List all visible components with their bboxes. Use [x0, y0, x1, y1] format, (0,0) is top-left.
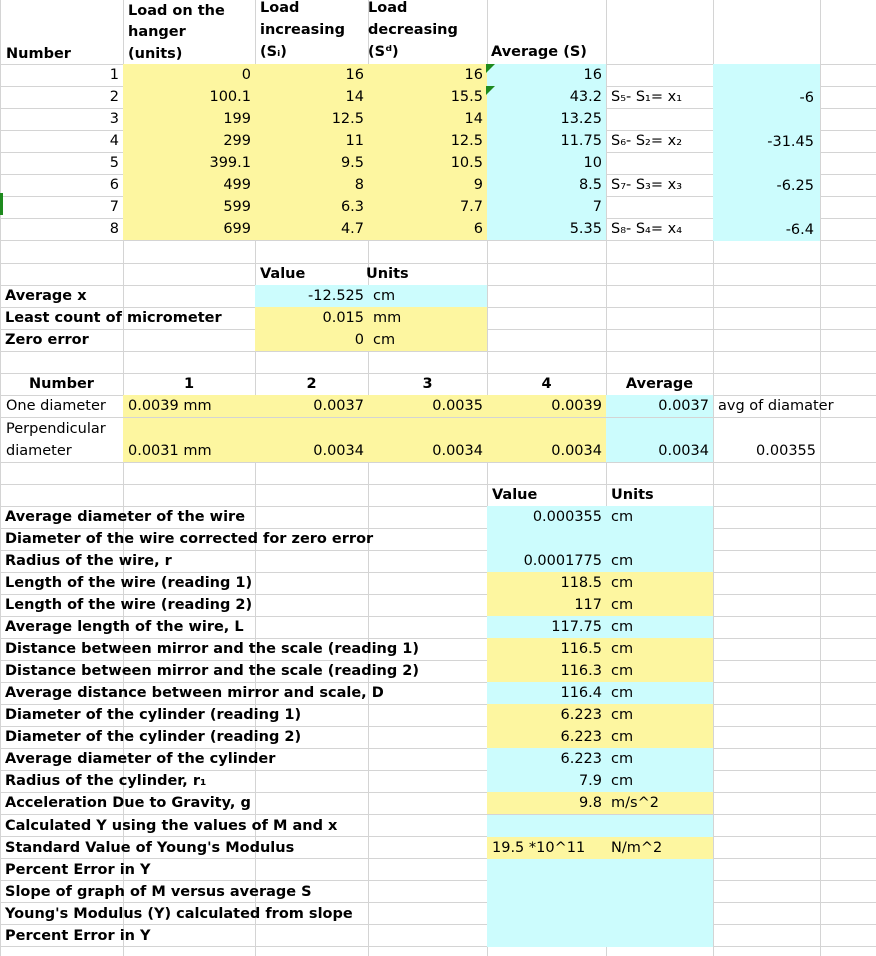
parameter-unit-cell[interactable]: cm	[368, 285, 487, 307]
row-number-cell[interactable]: 3	[109, 111, 119, 127]
difference-label-cell[interactable]: S₇- S₃= x₃	[611, 177, 683, 193]
load-cell[interactable]: 299	[123, 130, 255, 152]
average-s-cell[interactable]: 43.2	[487, 86, 606, 108]
difference-value-fill[interactable]	[713, 152, 820, 174]
quantity-value-cell[interactable]: 118.5	[487, 572, 606, 594]
row-number-cell[interactable]: 1	[109, 67, 119, 83]
average-s-cell[interactable]: 7	[487, 196, 606, 218]
average-s-cell[interactable]: 10	[487, 152, 606, 174]
parameter-value-cell[interactable]: -12.525	[255, 285, 368, 307]
perpendicular-diameter-label	[0, 418, 123, 462]
header-value: Value	[260, 266, 306, 282]
diameter-reading-2[interactable]: 0.0037	[255, 395, 368, 417]
quantity-unit-cell[interactable]: cm	[606, 770, 713, 792]
comment-flag-icon	[486, 64, 495, 73]
quantity-label-cell[interactable]: Average diameter of the wire	[5, 509, 246, 525]
difference-value-cell[interactable]: -6.25	[713, 175, 820, 197]
header-value-2[interactable]: Value	[492, 487, 538, 503]
perp-average[interactable]: 0.0034	[606, 418, 713, 462]
difference-label-cell[interactable]: S₅- S₁= x₁	[611, 89, 683, 105]
quantity-unit-cell[interactable]: cm	[606, 550, 713, 572]
header-load-line1: Load on the	[128, 3, 225, 19]
difference-value-fill[interactable]	[713, 64, 820, 86]
difference-value-fill[interactable]	[713, 196, 820, 218]
load-cell[interactable]: 599	[123, 196, 255, 218]
header-col-4[interactable]: 4	[541, 376, 552, 392]
perpendicular-label-line2: diameter	[6, 443, 72, 459]
quantity-unit-cell[interactable]: m/s^2	[606, 792, 713, 814]
header-units-2[interactable]: Units	[611, 487, 654, 503]
diameter-reading-1[interactable]: 0.0039 mm	[123, 395, 255, 417]
load-decreasing-cell[interactable]: 9	[368, 174, 487, 196]
grid-row-line	[0, 484, 876, 485]
quantity-value-cell[interactable]: 6.223	[487, 704, 606, 726]
parameter-value-cell[interactable]: 0	[255, 329, 368, 351]
load-increasing-cell[interactable]: 6.3	[255, 196, 368, 218]
header-average[interactable]: Average	[625, 376, 694, 392]
quantity-label-cell[interactable]: Average distance between mirror and scale, D	[5, 685, 384, 701]
load-cell[interactable]: 199	[123, 108, 255, 130]
load-increasing-cell[interactable]: 8	[255, 174, 368, 196]
header-col-1[interactable]: 1	[183, 376, 195, 392]
difference-label-cell[interactable]: S₈- S₄= x₄	[611, 221, 683, 237]
quantity-value-cell[interactable]: 7.9	[487, 770, 606, 792]
parameter-label-cell[interactable]: Zero error	[5, 332, 89, 348]
quantity-label-cell[interactable]: Length of the wire (reading 1)	[5, 575, 253, 591]
load-decreasing-cell[interactable]: 6	[368, 218, 487, 240]
load-cell[interactable]: 100.1	[123, 86, 255, 108]
quantity-value-cell[interactable]	[487, 903, 606, 925]
load-decreasing-cell[interactable]: 12.5	[368, 130, 487, 152]
header-dec-line3: (Sᵈ)	[368, 44, 399, 60]
row-number-cell[interactable]: 2	[109, 89, 119, 105]
quantity-label-cell[interactable]: Length of the wire (reading 2)	[5, 597, 253, 613]
header-load-line3: (units)	[128, 46, 183, 62]
load-increasing-cell[interactable]: 16	[255, 64, 368, 86]
quantity-unit-cell[interactable]: cm	[606, 572, 713, 594]
quantity-unit-cell[interactable]: cm	[606, 726, 713, 748]
quantity-value-cell[interactable]	[487, 815, 606, 837]
quantity-label-cell[interactable]: Calculated Y using the values of M and x	[5, 818, 338, 834]
quantity-label-cell[interactable]: Slope of graph of M versus average S	[5, 884, 312, 900]
quantity-value-cell[interactable]	[487, 528, 606, 550]
quantity-label-cell[interactable]: Young's Modulus (Y) calculated from slope	[5, 906, 353, 922]
quantity-label-cell[interactable]: Average diameter of the cylinder	[5, 751, 276, 767]
row-number-cell[interactable]: 5	[109, 155, 119, 171]
load-increasing-cell[interactable]: 12.5	[255, 108, 368, 130]
row-number-cell[interactable]: 4	[109, 133, 119, 149]
quantity-label-cell[interactable]: Radius of the cylinder, r₁	[5, 773, 207, 789]
row-number-cell[interactable]: 7	[109, 199, 119, 215]
quantity-label-cell[interactable]: Standard Value of Young's Modulus	[5, 840, 295, 856]
diameter-reading-4[interactable]: 0.0039	[487, 395, 606, 417]
load-increasing-cell[interactable]: 9.5	[255, 152, 368, 174]
diameter-average[interactable]: 0.0037	[606, 395, 713, 417]
quantity-unit-cell[interactable]: cm	[606, 506, 713, 528]
quantity-unit-cell[interactable]	[606, 903, 713, 925]
quantity-label-cell[interactable]: Distance between mirror and the scale (reading 1)	[5, 641, 420, 657]
quantity-value-cell[interactable]: 6.223	[487, 726, 606, 748]
average-s-cell[interactable]: 16	[487, 64, 606, 86]
row-number-cell[interactable]: 8	[109, 221, 119, 237]
quantity-label-cell[interactable]: Diameter of the wire corrected for zero error	[5, 531, 374, 547]
average-s-cell[interactable]: 5.35	[487, 218, 606, 240]
quantity-unit-cell[interactable]: cm	[606, 616, 713, 638]
average-s-cell[interactable]: 13.25	[487, 108, 606, 130]
quantity-label-cell[interactable]: Acceleration Due to Gravity, g	[5, 795, 251, 811]
quantity-value-cell[interactable]	[487, 881, 606, 903]
quantity-unit-cell[interactable]: cm	[606, 704, 713, 726]
difference-value-cell[interactable]: -6.4	[713, 219, 820, 241]
parameter-label-cell[interactable]: Least count of micrometer	[5, 310, 222, 326]
header-number: Number	[6, 46, 71, 62]
row-selection-marker	[0, 193, 3, 215]
quantity-label-cell[interactable]: Distance between mirror and the scale (reading 2)	[5, 663, 420, 679]
average-s-cell[interactable]: 8.5	[487, 174, 606, 196]
diameter-reading-3[interactable]: 0.0035	[368, 395, 487, 417]
load-cell[interactable]: 399.1	[123, 152, 255, 174]
grid-column-line	[820, 0, 821, 956]
header-average-s: Average (S)	[491, 44, 587, 60]
quantity-unit-cell[interactable]	[606, 925, 713, 947]
quantity-value-cell[interactable]: 0.000355	[487, 506, 606, 528]
quantity-unit-cell[interactable]: cm	[606, 594, 713, 616]
header-inc-line3: (Sᵢ)	[260, 44, 287, 60]
header-col-3[interactable]: 3	[422, 376, 433, 392]
quantity-value-cell[interactable]: 0.0001775	[487, 550, 606, 572]
diameter-note[interactable]: avg of diamater	[718, 398, 834, 414]
parameter-unit-cell[interactable]: mm	[368, 307, 487, 329]
one-diameter-label[interactable]: One diameter	[6, 398, 106, 414]
quantity-value-cell[interactable]	[487, 925, 606, 947]
quantity-unit-cell[interactable]: cm	[606, 660, 713, 682]
quantity-label-cell[interactable]: Diameter of the cylinder (reading 1)	[5, 707, 302, 723]
grid-row-line	[0, 462, 876, 463]
quantity-label-cell[interactable]: Percent Error in Y	[5, 928, 151, 944]
quantity-value-cell[interactable]: 6.223	[487, 748, 606, 770]
header-number-2[interactable]: Number	[29, 376, 94, 392]
quantity-unit-cell[interactable]	[606, 528, 713, 550]
quantity-value-cell[interactable]: 117	[487, 594, 606, 616]
grid-row-line	[0, 263, 876, 264]
quantity-value-cell[interactable]: 9.8	[487, 792, 606, 814]
header-inc-line1: Load	[260, 0, 300, 16]
quantity-label-cell[interactable]: Diameter of the cylinder (reading 2)	[5, 729, 302, 745]
quantity-value-cell[interactable]: 116.5	[487, 638, 606, 660]
perp-reading-3[interactable]: 0.0034	[368, 418, 487, 462]
parameter-unit-cell[interactable]: cm	[368, 329, 487, 351]
load-increasing-cell[interactable]: 11	[255, 130, 368, 152]
load-decreasing-cell[interactable]: 16	[368, 64, 487, 86]
header-inc-line2: increasing	[260, 22, 345, 38]
header-dec-line2: decreasing	[368, 22, 458, 38]
load-decreasing-cell[interactable]: 14	[368, 108, 487, 130]
row-number-cell[interactable]: 6	[109, 177, 119, 193]
grid-row-line	[0, 351, 876, 352]
load-cell[interactable]: 0	[123, 64, 255, 86]
perpendicular-label-line1: Perpendicular	[6, 421, 106, 437]
quantity-value-cell[interactable]: 19.5 *10^11	[487, 837, 606, 859]
quantity-unit-cell[interactable]	[606, 881, 713, 903]
quantity-value-cell[interactable]: 116.3	[487, 660, 606, 682]
parameter-value-cell[interactable]: 0.015	[255, 307, 368, 329]
load-increasing-cell[interactable]: 4.7	[255, 218, 368, 240]
load-cell[interactable]: 499	[123, 174, 255, 196]
quantity-value-cell[interactable]	[487, 859, 606, 881]
parameter-label-cell[interactable]: Average x	[5, 288, 87, 304]
header-load-line2: hanger	[128, 24, 186, 40]
quantity-unit-cell[interactable]	[606, 815, 713, 837]
perp-reading-2[interactable]: 0.0034	[255, 418, 368, 462]
average-s-cell[interactable]: 11.75	[487, 130, 606, 152]
quantity-unit-cell[interactable]	[606, 859, 713, 881]
perp-extra-value[interactable]: 0.00355	[756, 443, 816, 459]
perp-reading-1[interactable]: 0.0031 mm	[123, 418, 255, 462]
load-decreasing-cell[interactable]: 15.5	[368, 86, 487, 108]
quantity-value-cell[interactable]: 116.4	[487, 682, 606, 704]
header-col-2[interactable]: 2	[306, 376, 317, 392]
quantity-label-cell[interactable]: Radius of the wire, r	[5, 553, 172, 569]
quantity-label-cell[interactable]: Average length of the wire, L	[5, 619, 244, 635]
quantity-unit-cell[interactable]: cm	[606, 748, 713, 770]
perp-reading-4[interactable]: 0.0034	[487, 418, 606, 462]
header-dec-line1: Load	[368, 0, 408, 16]
quantity-unit-cell[interactable]: cm	[606, 682, 713, 704]
comment-flag-icon	[486, 86, 495, 95]
header-units: Units	[366, 266, 409, 282]
load-increasing-cell[interactable]: 14	[255, 86, 368, 108]
load-cell[interactable]: 699	[123, 218, 255, 240]
quantity-label-cell[interactable]: Percent Error in Y	[5, 862, 151, 878]
difference-label-cell[interactable]: S₆- S₂= x₂	[611, 133, 683, 149]
difference-value-fill[interactable]	[713, 108, 820, 130]
difference-value-cell[interactable]: -6	[713, 87, 820, 109]
quantity-unit-cell[interactable]: cm	[606, 638, 713, 660]
quantity-value-cell[interactable]: 117.75	[487, 616, 606, 638]
load-decreasing-cell[interactable]: 7.7	[368, 196, 487, 218]
difference-value-cell[interactable]: -31.45	[713, 131, 820, 153]
load-decreasing-cell[interactable]: 10.5	[368, 152, 487, 174]
quantity-unit-cell[interactable]: N/m^2	[606, 837, 713, 859]
